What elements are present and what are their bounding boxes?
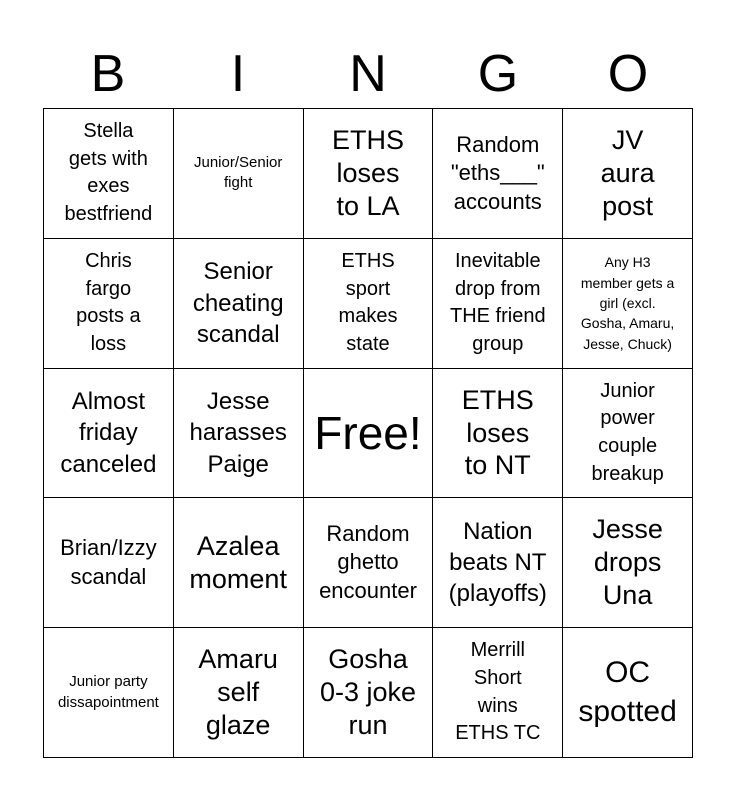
header-letter-g: G [477, 45, 519, 103]
bingo-cell-r5-c5[interactable] [563, 628, 693, 758]
cell-label: Any H3 member gets a girl (excl. Gosha, Amaru, Jesse, Chuck) [580, 254, 675, 352]
bingo-cell-r3-c2[interactable] [174, 369, 304, 499]
cell-label: Junior/Senior fight [194, 153, 283, 192]
bingo-cell-r1-c2[interactable] [174, 109, 304, 239]
bingo-cell-r4-c1[interactable] [44, 498, 174, 628]
cell-label: Junior power couple breakup [591, 379, 664, 485]
bingo-cell-r4-c2[interactable] [174, 498, 304, 628]
bingo-cell-r1-c5[interactable] [563, 109, 693, 239]
bingo-cell-r3-c5[interactable] [563, 369, 693, 499]
bingo-cell-r3-c4[interactable] [433, 369, 563, 499]
cell-label: Junior party dissapointment [57, 672, 159, 711]
cell-label: Almost friday canceled [60, 388, 157, 478]
cell-label: Nation beats NT (playoffs) [448, 518, 547, 608]
cell-label: Azalea moment [189, 530, 287, 594]
cell-label: Senior cheating scandal [192, 258, 284, 348]
cell-label: JV aura post [600, 124, 655, 221]
bingo-cell-r5-c3[interactable] [304, 628, 434, 758]
cell-label: Merrill Short wins ETHS TC [455, 639, 541, 745]
cell-label: Brian/Izzy scandal [60, 535, 157, 589]
cell-label: Random "eths___" accounts [450, 131, 545, 214]
cell-label: ETHS sport makes state [338, 250, 398, 355]
cell-label: Jesse drops Una [592, 514, 663, 611]
bingo-cell-r4-c4[interactable] [433, 498, 563, 628]
bingo-cell-r4-c5[interactable] [563, 498, 693, 628]
cell-label: ETHS loses to NT [461, 384, 534, 481]
bingo-cell-r5-c2[interactable] [174, 628, 304, 758]
bingo-board [43, 108, 693, 758]
cell-label: Chris fargo posts a loss [76, 250, 141, 355]
bingo-cell-r2-c5[interactable] [563, 239, 693, 369]
bingo-cell-r2-c1[interactable] [44, 239, 174, 369]
free-space-label: Free! [314, 406, 422, 459]
bingo-cell-r5-c4[interactable] [433, 628, 563, 758]
bingo-header [43, 40, 693, 108]
cell-label: Inevitable drop from THE friend group [449, 250, 546, 355]
cell-label: ETHS loses to LA [331, 124, 404, 221]
header-letter-o: O [607, 45, 649, 103]
cell-label: Stella gets with exes bestfriend [64, 120, 153, 225]
bingo-cell-r2-c4[interactable] [433, 239, 563, 369]
cell-label: Random ghetto encounter [319, 520, 417, 604]
bingo-cell-free[interactable] [304, 369, 434, 499]
header-letter-n: N [349, 45, 387, 103]
cell-label: Amaru self glaze [198, 644, 278, 741]
bingo-cell-r1-c1[interactable] [44, 109, 174, 239]
header-letter-i: I [230, 45, 246, 103]
cell-label: Jesse harasses Paige [189, 388, 287, 478]
cell-label: Gosha 0-3 joke run [319, 644, 417, 741]
bingo-cell-r4-c3[interactable] [304, 498, 434, 628]
bingo-cell-r2-c2[interactable] [174, 239, 304, 369]
bingo-cell-r1-c4[interactable] [433, 109, 563, 239]
bingo-cell-r3-c1[interactable] [44, 369, 174, 499]
bingo-cell-r2-c3[interactable] [304, 239, 434, 369]
header-letter-b: B [90, 45, 126, 103]
bingo-cell-r5-c1[interactable] [44, 628, 174, 758]
cell-label: OC spotted [578, 656, 677, 728]
bingo-cell-r1-c3[interactable] [304, 109, 434, 239]
